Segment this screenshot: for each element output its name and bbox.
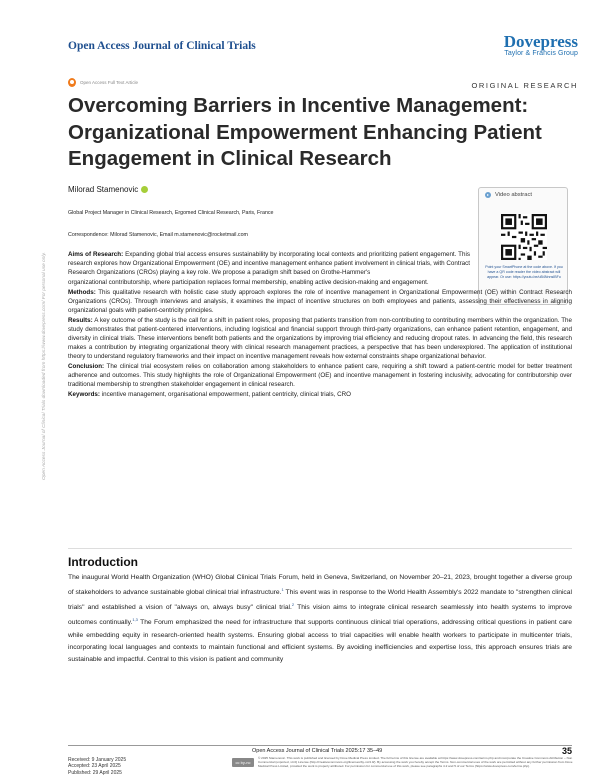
publisher-logo[interactable] <box>504 34 578 57</box>
abstract-aims <box>68 250 470 277</box>
download-note: Open Access Journal of Clinical Trials downloaded from https://www.dovepress.com/ For personal use only. <box>42 252 47 480</box>
keywords-text: incentive management, organisational empowerment, patient centricity, clinical trials, CRO <box>101 391 352 398</box>
side-watermark <box>16 180 56 480</box>
results-text: A key outcome of the study is the call for a shift in patient roles, proposing that patients transition from non-contributing to contributing members within the organization. The study demonstrates that patient-centered interventions, including logistical and financial support through third-party organizations, can enhance patient retention, engagement, and diversity in clinical trials. These interventions benefit both patients and the organizations by improving trial efficiency and reducing dropout rates. In advancing the field, this research makes a contribution by integrating organizational theory with clinical research management practices, a perspective that has been underexplored. The application of institutional theory to understand regulatory frameworks and their impact on incentive management reveals how external constraints shape organizational behavior. <box>68 317 572 360</box>
conclusion-label: Conclusion: <box>68 363 105 370</box>
abstract-methods <box>68 288 572 315</box>
abstract-results <box>68 316 572 361</box>
open-access-label: Open Access Full Text Article <box>80 80 138 85</box>
author-name[interactable]: Milorad Stamenovic <box>68 185 139 194</box>
page-number: 35 <box>561 746 572 756</box>
accepted-date: Accepted: 23 April 2025 <box>68 763 121 770</box>
ref-link[interactable]: 1,3 <box>132 617 138 623</box>
received-date: Received: 9 January 2025 <box>68 757 127 763</box>
video-abstract-header <box>479 188 567 198</box>
results-label: Results: <box>68 317 93 324</box>
brand-main: Dovepress <box>503 32 578 51</box>
abstract <box>68 250 572 400</box>
cc-label: cc by-nc <box>235 760 251 765</box>
journal-name[interactable]: Open Access Journal of Clinical Trials <box>68 40 256 52</box>
video-abstract-text[interactable]: Point your SmartPhone at the code above. If you have a QR code reader the video abstract will appear. Or use: https://youtu.be/uB4NnnsIBFo <box>485 265 563 279</box>
ref-link[interactable]: 2 <box>291 602 295 608</box>
conclusion-text: The clinical trial ecosystem relies on collaboration among stakeholders to enhance patient care, requiring a shift toward a patient-centric model for better treatment adherence and outcomes. This study highlights the role of Organizational Empowerment (OE) and incentive management in fostering inclusivity, advocating for contributorship over traditional membership to strengthen stakeholder engagement in clinical research. <box>68 363 573 388</box>
abstract-conclusion <box>68 362 572 389</box>
cc-license-icon[interactable] <box>232 758 254 767</box>
play-icon <box>485 192 491 198</box>
introduction-paragraph <box>68 572 572 666</box>
author <box>68 185 148 194</box>
intro-text-4: The Forum emphasized the need for infrastructure that supports continuous clinical trial operations, addressing critical questions in patient care while embedding equity in research-oriented health systems. Ensuring global access to trial capacities will enable health workers to participate in multicenter trials, incorporating local languages and contexts to maintain functional and efficient systems. By avoiding inefficiencies and expertise loss, this approach ensures trials are sustainable and impactful. Central to this vision is patient and community <box>68 619 572 663</box>
ref-link[interactable]: 1 <box>281 587 284 592</box>
methods-text: This qualitative research with holistic case study approach explores the role of incentive management in Organizational Empowerment (OE) within Contract Research Organizations (CROs). Through interviews and analysis, it examines the impact of incentive structures on both employees and patients, assessing their effectiveness in aligning organizational goals with patient-centricity principles. <box>68 289 572 314</box>
aims-text: Expanding global trial access ensures sustainability by incorporating local contexts and prioritizing patient engagement. This research explores how Organizational Empowerment (OE) and incentive management enhance patient involvement in clinical trials, with Contract Research Organizations (CROs) playing a key role. We propose a paradigm shift based on Grothe-Hammer's <box>68 251 470 276</box>
open-access-icon <box>68 78 76 87</box>
article-title: Overcoming Barriers in Incentive Management: Organizational Empowerment Enhancing Patient Engagement in Clinical Research <box>68 94 542 170</box>
section-divider <box>68 548 572 549</box>
open-access-badge <box>68 78 138 87</box>
footer-divider <box>68 745 572 746</box>
orcid-icon[interactable] <box>141 186 148 193</box>
license-text: © 2025 Stamenovic. This work is published and licensed by Dove Medical Press Limited. The full terms of this license are available at https://www.dovepress.com/terms.php and incorporate the Creative Commons Attribution – Non Commercial (unported, v4.0) License (http://creativecommons.org/licenses/by-nc/4.0/). By accessing the work you hereby accept the Terms. Non-commercial uses of the work are permitted without any further permission from Dove Medical Press Limited, provided the work is properly attributed. For permission for commercial use of this work, please see paragraphs 4.2 and 5 of our Terms (https://www.dovepress.com/terms.php). <box>258 756 573 769</box>
article-type: ORIGINAL RESEARCH <box>471 81 578 90</box>
video-abstract-label: Video abstract <box>495 192 532 198</box>
intro-text-3: This vision aims to integrate clinical research seamlessly into health systems to improve outcomes continually. <box>68 604 572 627</box>
correspondence: Correspondence: Milorad Stamenovic, Email m.stamenovic@rocketmail.com <box>68 232 248 238</box>
published-date: Published: 29 April 2025 <box>68 769 122 776</box>
intro-text-2: This event was in response to the World Health Assembly's 2022 mandate to "strengthen clinical trials" and established a vision of "always on, always busy" clinical trial. <box>68 589 572 612</box>
intro-text-1: The inaugural World Health Organization (WHO) Global Clinical Trials Forum, held in Geneva, Switzerland, on November 20–21, 2023, brought together a diverse group of stakeholders to advance sustainable global clinical trial infrastructure. <box>68 574 572 597</box>
footer-journal-ref: Open Access Journal of Clinical Trials 2025:17 35–49 <box>252 748 383 754</box>
methods-label: Methods: <box>68 289 96 296</box>
abstract-keywords <box>68 390 572 399</box>
article-dates <box>68 757 126 776</box>
affiliation: Global Project Manager in Clinical Research, Ergomed Clinical Research, Paris, France <box>68 210 274 216</box>
abstract-aims-cont: organizational contributorship, where participation replaces formal membership, enabling active decision-making and engagement. <box>68 279 429 286</box>
aims-label: Aims of Research: <box>68 251 124 258</box>
brand-sub: Taylor & Francis Group <box>504 50 578 57</box>
introduction-heading: Introduction <box>68 555 138 569</box>
keywords-label: Keywords: <box>68 391 100 398</box>
